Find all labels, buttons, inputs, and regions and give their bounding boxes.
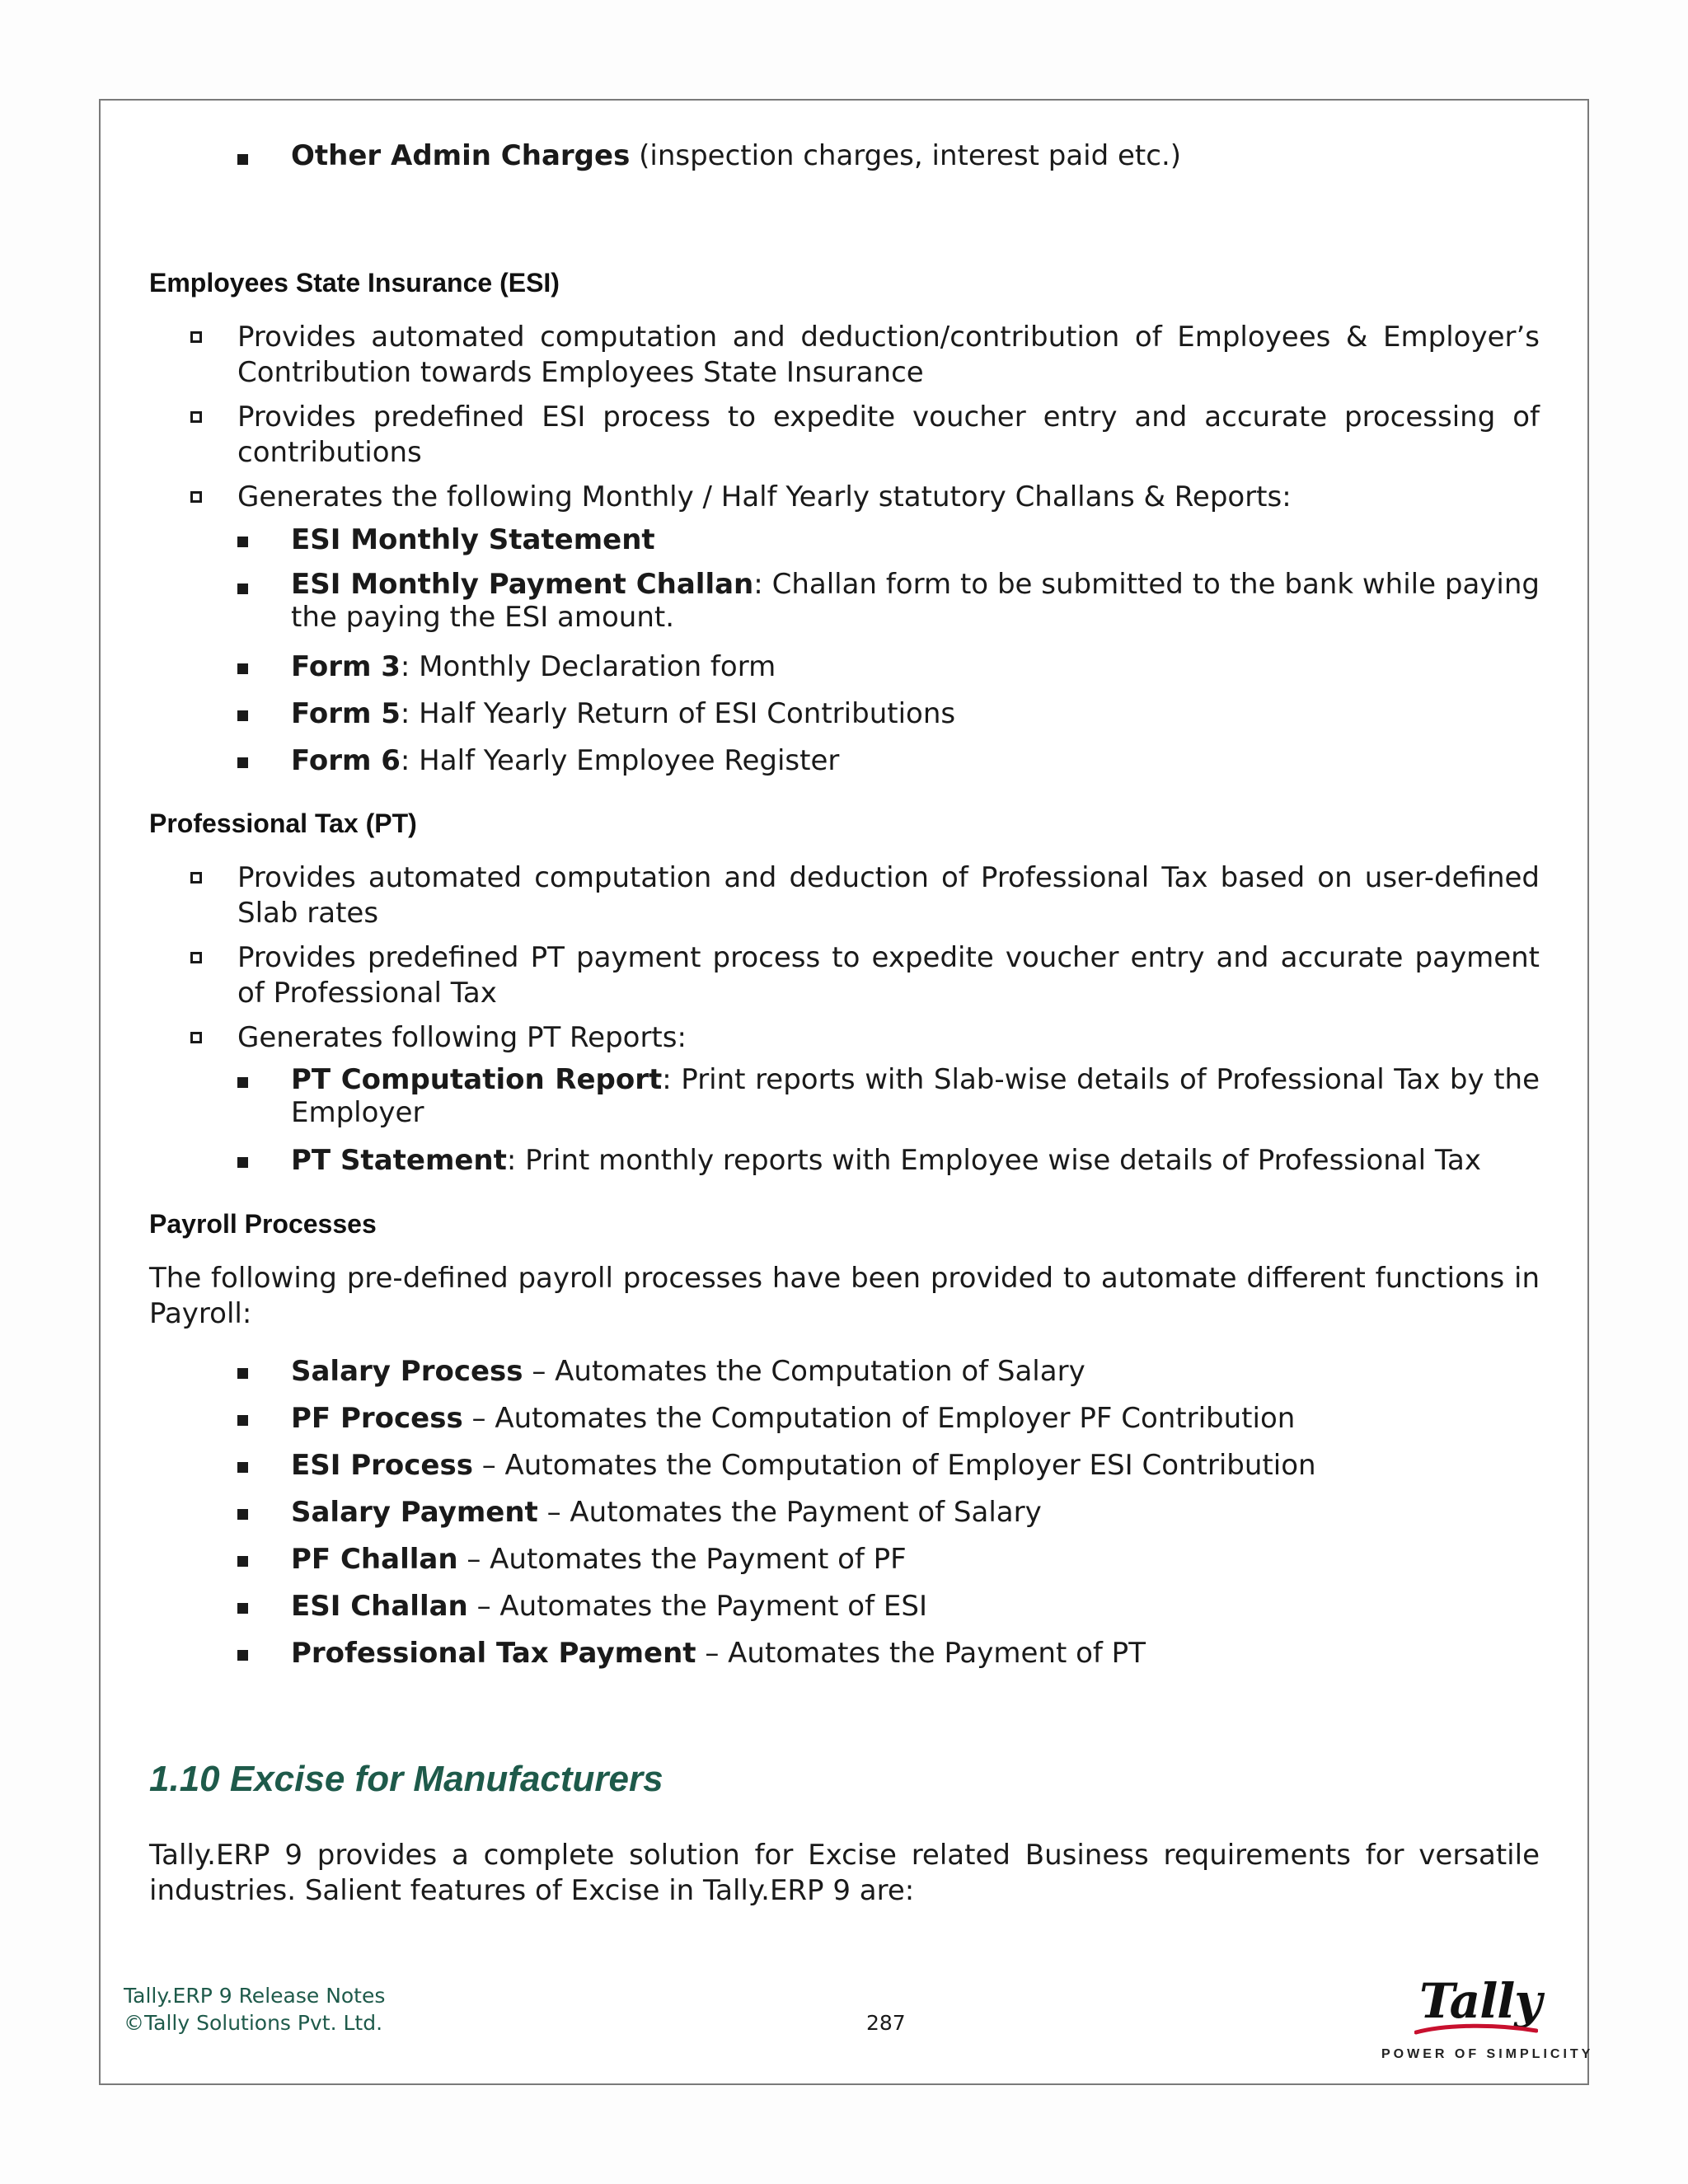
section-title-excise: 1.10 Excise for Manufacturers — [149, 1759, 663, 1799]
square-bullet-icon — [237, 1603, 248, 1614]
square-bullet-icon — [237, 1077, 248, 1088]
pt-heading: Professional Tax (PT) — [149, 808, 417, 838]
pt-report-1: PT Computation Report: Print reports with Slab-wise details of Professional Tax by the Employer — [291, 1063, 1540, 1129]
payroll-item-3: ESI Process – Automates the Computation of Employer ESI Contribution — [291, 1449, 1316, 1482]
hollow-square-bullet-icon — [190, 331, 202, 343]
footer-release-notes: Tally.ERP 9 Release Notes — [124, 1984, 386, 2008]
square-bullet-icon — [237, 1556, 248, 1567]
hollow-square-bullet-icon — [190, 491, 202, 503]
page-number: 287 — [866, 2011, 906, 2035]
esi-report-4: Form 5: Half Yearly Return of ESI Contributions — [291, 697, 956, 730]
payroll-item-2: PF Process – Automates the Computation of Employer PF Contribution — [291, 1402, 1296, 1435]
square-bullet-icon — [237, 1509, 248, 1520]
square-bullet-icon — [237, 663, 248, 674]
payroll-item-6: ESI Challan – Automates the Payment of ESI — [291, 1590, 927, 1623]
footer-copyright: ©Tally Solutions Pvt. Ltd. — [124, 2011, 383, 2035]
esi-point-2: Provides predefined ESI process to expedite voucher entry and accurate processing of contributions — [237, 401, 1540, 469]
square-bullet-icon — [237, 537, 248, 547]
hollow-square-bullet-icon — [190, 872, 202, 883]
square-bullet-icon — [237, 1368, 248, 1379]
payroll-item-1: Salary Process – Automates the Computation of Salary — [291, 1355, 1085, 1388]
square-bullet-icon — [237, 710, 248, 721]
payroll-heading: Payroll Processes — [149, 1209, 377, 1239]
logo-swoosh-icon — [1414, 2021, 1538, 2039]
square-bullet-icon — [237, 1415, 248, 1426]
payroll-item-4: Salary Payment – Automates the Payment of Salary — [291, 1496, 1042, 1529]
square-bullet-icon — [237, 1157, 248, 1168]
pt-report-2: PT Statement: Print monthly reports with Employee wise details of Professional Tax — [291, 1144, 1481, 1177]
square-bullet-icon — [237, 583, 248, 594]
esi-report-3: Form 3: Monthly Declaration form — [291, 650, 776, 683]
square-bullet-icon — [237, 757, 248, 768]
excise-intro: Tally.ERP 9 provides a complete solution for Excise related Business requirements for versatile industries. Salient features of Excise in Tally.ERP 9 are: — [149, 1839, 1540, 1907]
payroll-intro: The following pre-defined payroll processes have been provided to automate different functions in Payroll: — [149, 1262, 1540, 1330]
pt-point-1: Provides automated computation and deduction of Professional Tax based on user-defined Slab rates — [237, 861, 1540, 930]
pt-point-3: Generates following PT Reports: — [237, 1021, 687, 1054]
esi-heading: Employees State Insurance (ESI) — [149, 268, 560, 298]
square-bullet-icon — [237, 1462, 248, 1473]
square-bullet-icon — [237, 154, 248, 165]
footer-credits — [124, 1982, 385, 2036]
payroll-item-7: Professional Tax Payment – Automates the Payment of PT — [291, 1637, 1146, 1670]
esi-point-3: Generates the following Monthly / Half Yearly statutory Challans & Reports: — [237, 480, 1292, 513]
square-bullet-icon — [237, 1650, 248, 1661]
hollow-square-bullet-icon — [190, 952, 202, 963]
esi-report-5: Form 6: Half Yearly Employee Register — [291, 744, 840, 777]
other-admin-charges-item: Other Admin Charges (inspection charges, interest paid etc.) — [291, 139, 1182, 172]
tally-logo: Tally — [1419, 1973, 1541, 2029]
pt-point-2: Provides predefined PT payment process to expedite voucher entry and accurate payment of Professional Tax — [237, 941, 1540, 1010]
esi-report-1: ESI Monthly Statement — [291, 523, 655, 556]
esi-point-1: Provides automated computation and deduction/contribution of Employees & Employer’s Contribution towards Employees State Insurance — [237, 321, 1540, 389]
hollow-square-bullet-icon — [190, 1032, 202, 1043]
esi-report-2: ESI Monthly Payment Challan: Challan form to be submitted to the bank while paying the paying the ESI amount. — [291, 568, 1540, 634]
hollow-square-bullet-icon — [190, 411, 202, 423]
logo-tagline: POWER OF SIMPLICITY — [1381, 2047, 1594, 2061]
payroll-item-5: PF Challan – Automates the Payment of PF — [291, 1543, 907, 1576]
